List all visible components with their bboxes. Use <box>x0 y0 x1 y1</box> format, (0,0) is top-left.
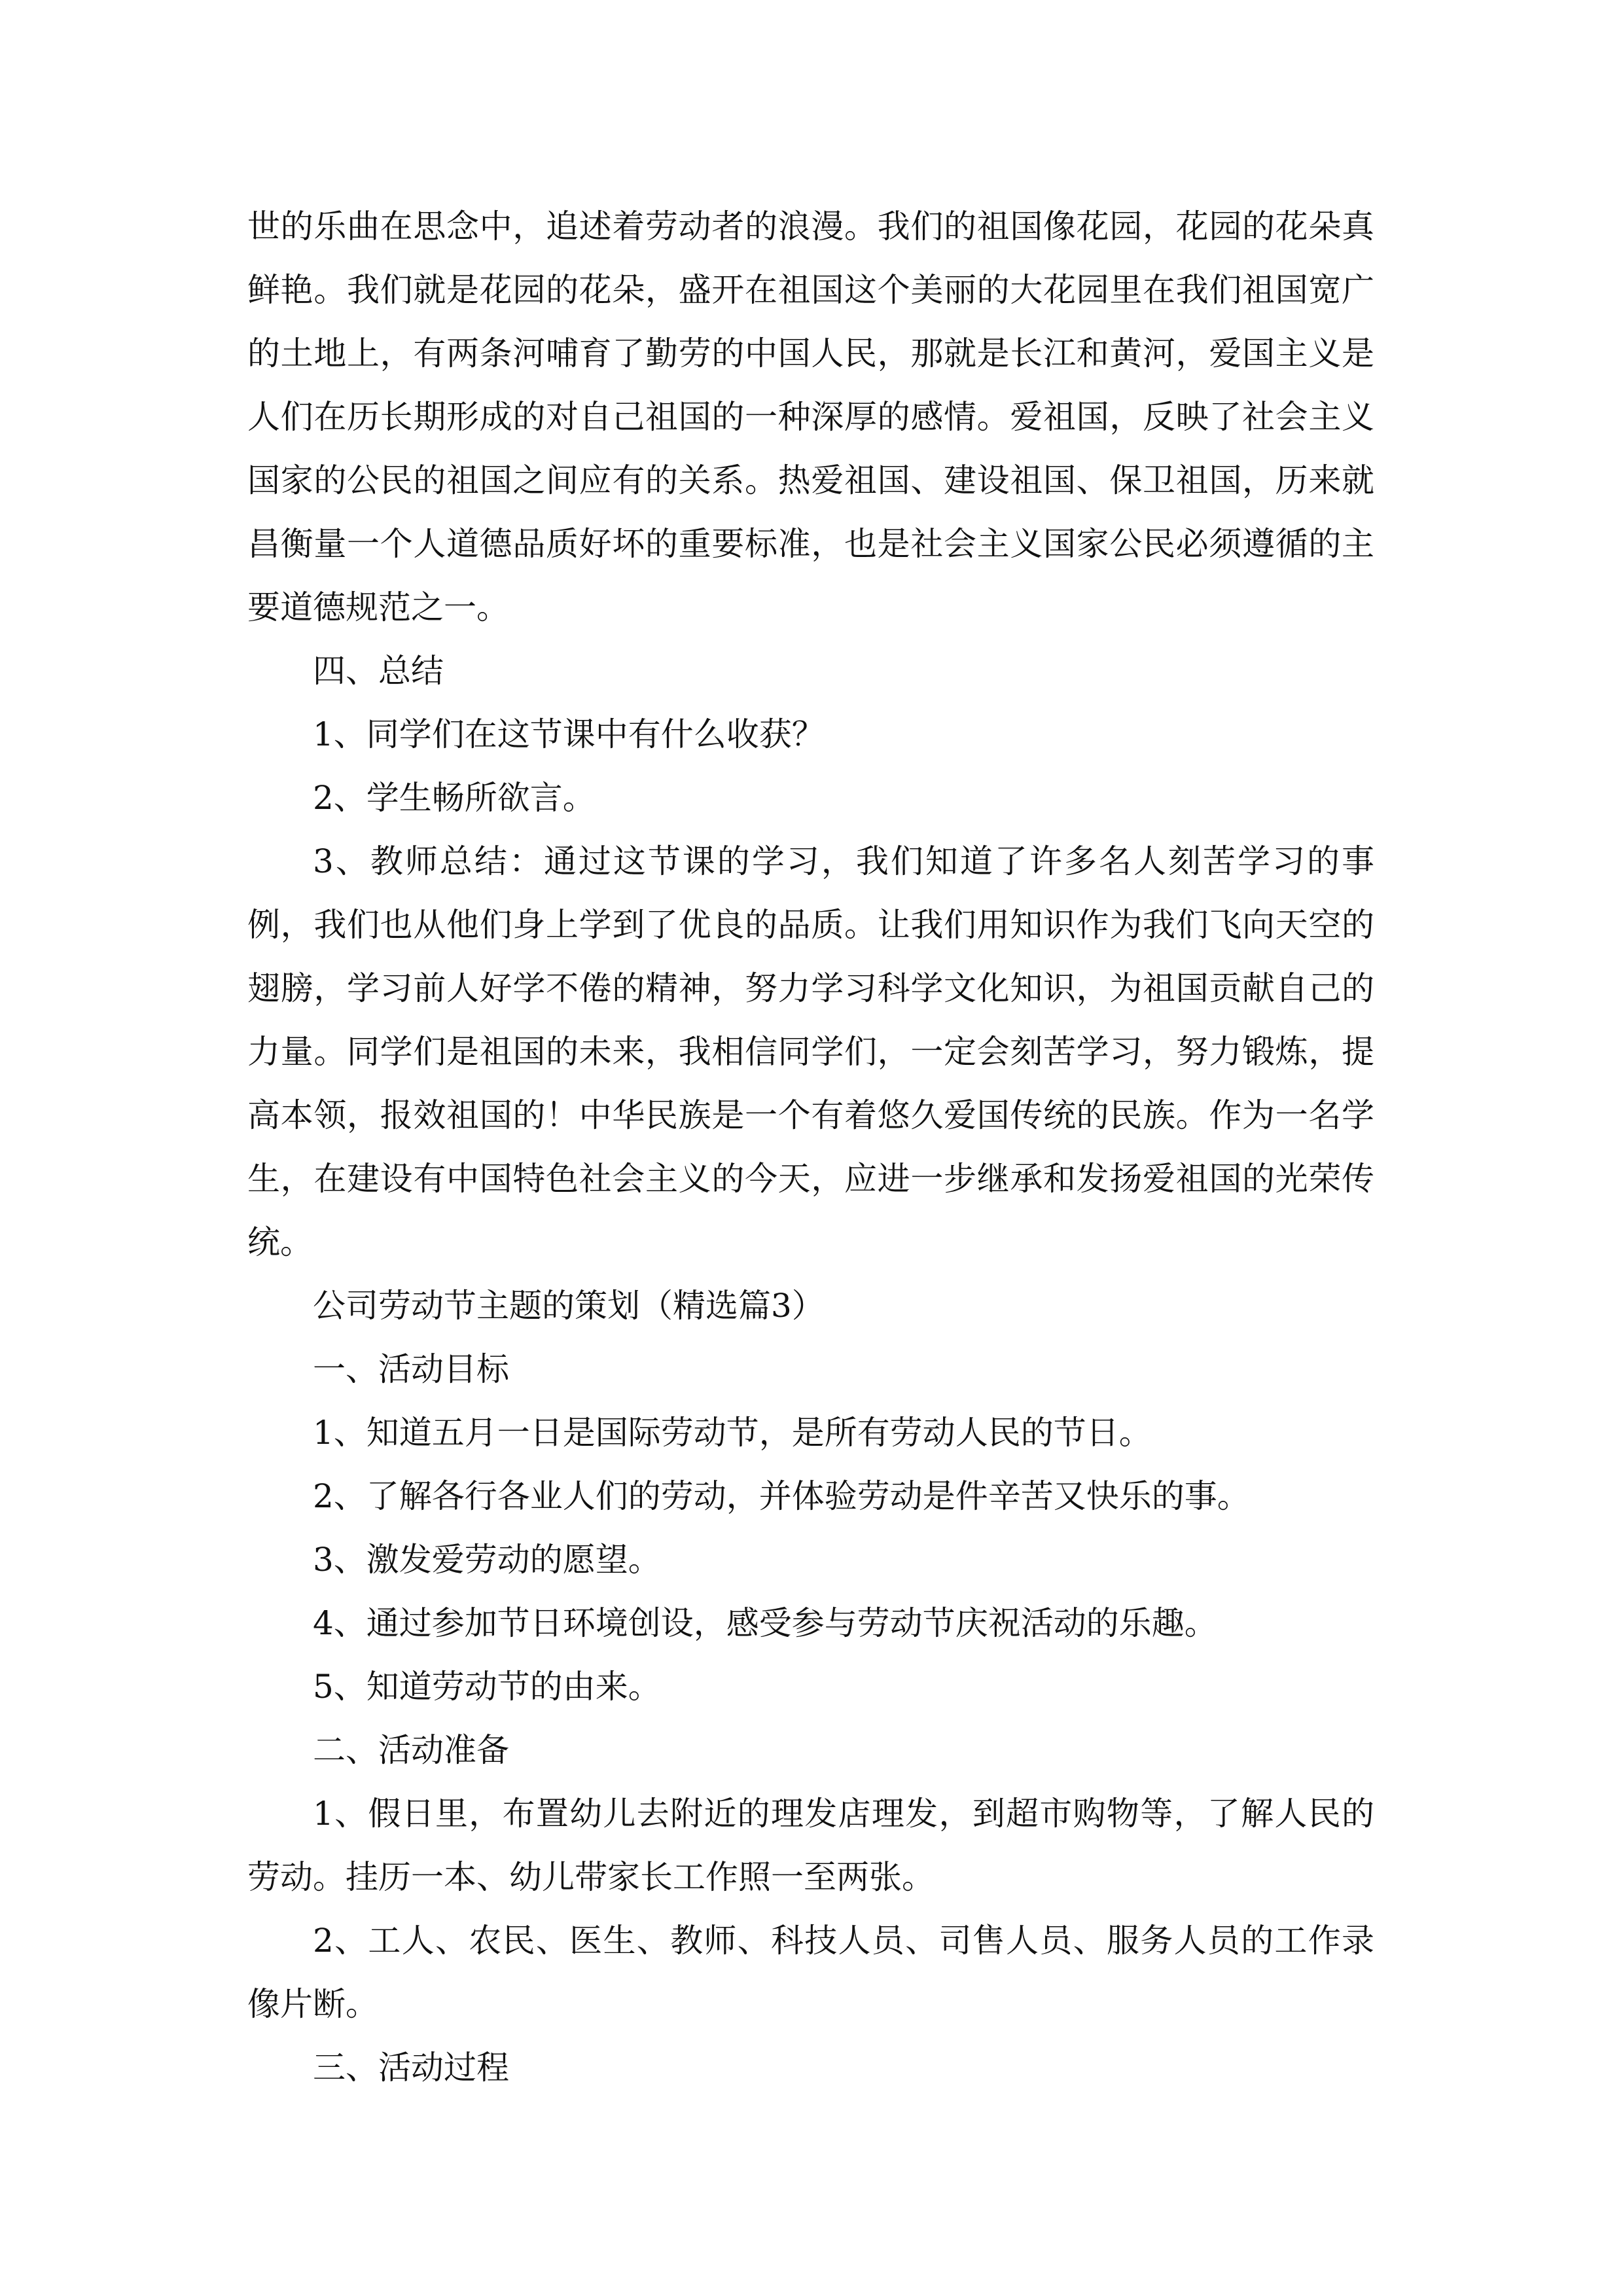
body-paragraph-continuation: 世的乐曲在思念中，追述着劳动者的浪漫。我们的祖国像花园，花园的花朵真鲜艳。我们就是花园的花朵，盛开在祖国这个美丽的大花园里在我们祖国宽广的土地上，有两条河哺育了勤劳的中国人民，那就是长江和黄河，爱国主义是人们在历长期形成的对自己祖国的一种深厚的感情。爱祖国，反映了社会主义国家的公民的祖国之间应有的关系。热爱祖国、建设祖国、保卫祖国，历来就昌衡量一个人道德品质好坏的重要标准，也是社会主义国家公民必须遵循的主要道德规范之一。 <box>247 207 1374 626</box>
section-heading-process: 三、活动过程 <box>313 2049 509 2087</box>
goal-item-3: 3、激发爱劳动的愿望。 <box>313 1541 661 1579</box>
summary-item-3: 3、教师总结：通过这节课的学习，我们知道了许多名人刻苦学习的事例，我们也从他们身上学到了优良的品质。让我们用知识作为我们飞向天空的翅膀，学习前人好学不倦的精神，努力学习科学文化知识，为祖国贡献自己的力量。同学们是祖国的未来，我相信同学们，一定会刻苦学习，努力锻炼，提高本领，报效祖国的！中华民族是一个有着悠久爱国传统的民族。作为一名学生，在建设有中国特色社会主义的今天，应进一步继承和发扬爱祖国的光荣传统。 <box>247 842 1374 1261</box>
goal-item-2: 2、了解各行各业人们的劳动，并体验劳动是件辛苦又快乐的事。 <box>313 1477 1250 1515</box>
article-title: 公司劳动节主题的策划（精选篇3） <box>313 1287 825 1325</box>
section-heading-preparation: 二、活动准备 <box>313 1731 509 1769</box>
summary-item-1: 1、同学们在这节课中有什么收获？ <box>313 715 825 753</box>
summary-item-2: 2、学生畅所欲言。 <box>313 779 596 817</box>
preparation-item-1: 1、假日里，布置幼儿去附近的理发店理发，到超市购物等，了解人民的劳动。挂历一本、幼儿带家长工作照一至两张。 <box>247 1795 1374 1896</box>
goal-item-5: 5、知道劳动节的由来。 <box>313 1668 661 1706</box>
goal-item-4: 4、通过参加节日环境创设，感受参与劳动节庆祝活动的乐趣。 <box>313 1604 1217 1642</box>
document-body <box>247 195 1374 2100</box>
section-heading-summary: 四、总结 <box>313 652 444 690</box>
section-heading-goals: 一、活动目标 <box>313 1350 509 1388</box>
preparation-item-2: 2、工人、农民、医生、教师、科技人员、司售人员、服务人员的工作录像片断。 <box>247 1922 1374 2023</box>
goal-item-1: 1、知道五月一日是国际劳动节，是所有劳动人民的节日。 <box>313 1414 1152 1452</box>
